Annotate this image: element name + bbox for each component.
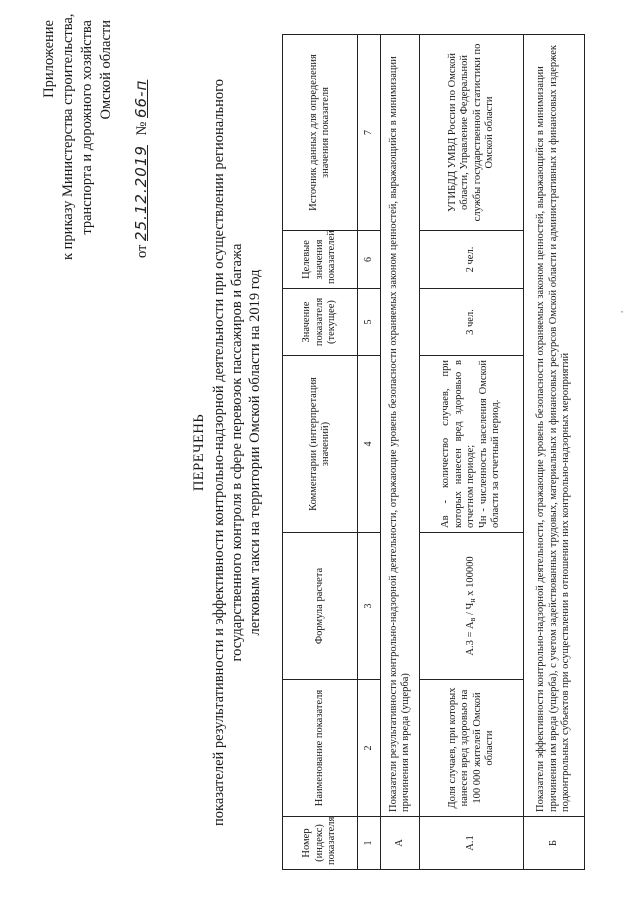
header-cell: Источник данных для определения значения показателя: [283, 35, 358, 231]
title-line-2: государственного контроля в сфере перевозок пассажиров и багажа: [229, 243, 245, 662]
formula-subscript: н: [468, 598, 478, 603]
section-b-text: Показатели эффективности контрольно-надзорной деятельности, отражающие уровень безопасности охраняемых законом ценностей, выражающийся в минимизации причинения им вреда (ущерба), с учетом задействованных трудовых, материальных и финансовых ресурсов Омской области и административных и финансовых издержек подконтрольных субъектов при осуществлении в отношении них контрольно-надзорных мероприятий: [524, 35, 585, 817]
title-heading: ПЕРЕЧЕНЬ: [191, 413, 207, 492]
section-b-row: [524, 35, 585, 870]
appendix-region: Омской области: [98, 20, 114, 120]
column-number: 5: [358, 289, 381, 356]
number-label: №: [134, 121, 150, 136]
column-number: 6: [358, 231, 381, 289]
column-number: 4: [358, 356, 381, 533]
target-value: 2 чел.: [420, 231, 524, 289]
column-number: 1: [358, 817, 381, 870]
section-b-index: Б: [524, 817, 585, 870]
header-cell: Номер (индекс) показателя: [283, 817, 358, 870]
title-line-3: легковым такси на территории Омской области на 2019 год: [247, 269, 263, 636]
scan-speck: ': [620, 310, 629, 313]
formula-prefix: А.3 = А: [465, 621, 477, 656]
header-cell: Комментарии (интерпретация значений): [283, 356, 358, 533]
indicator-comment: [420, 356, 524, 533]
table-header-row: [283, 35, 358, 870]
appendix-block: [40, 13, 152, 260]
indicator-formula: [420, 533, 524, 680]
date-prefix: от: [134, 244, 150, 258]
table-row: [420, 35, 524, 870]
section-a-row: [381, 35, 420, 870]
formula-suffix: х 100000: [465, 556, 477, 599]
column-number: 2: [358, 680, 381, 817]
column-number-row: [358, 35, 381, 870]
header-cell: Наименование показателя: [283, 680, 358, 817]
handwritten-number: 66-п: [132, 79, 150, 118]
handwritten-date: 25.12.2019: [132, 145, 150, 241]
document-title: [190, 0, 264, 905]
formula-subscript: в: [468, 617, 478, 622]
indicators-table: [282, 34, 585, 870]
current-value: 3 чел.: [420, 289, 524, 356]
formula-mid: / Ч: [465, 602, 477, 618]
header-cell: Целевые значения показателей: [283, 231, 358, 289]
column-number: 3: [358, 533, 381, 680]
data-source: УГИБДД УМВД России по Омской области, Управление Федеральной службы государственной статистики по Омской области: [420, 35, 524, 231]
section-a-text: Показатели результативности контрольно-надзорной деятельности, отражающие уровень безопасности охраняемых законом ценностей, выражающийся в минимизации причинения им вреда (ущерба): [381, 35, 420, 817]
column-number: 7: [358, 35, 381, 231]
appendix-ministry: транспорта и дорожного хозяйства: [79, 20, 95, 235]
comment-line: Чн - численность населения Омской области за отчетный период.: [477, 360, 502, 528]
order-date-line: [132, 20, 152, 260]
header-cell: Формула расчета: [283, 533, 358, 680]
indicator-name: Доля случаев, при которых нанесен вред здоровью на 100 000 жителей Омской области: [420, 680, 524, 817]
header-cell: Значение показателя (текущее): [283, 289, 358, 356]
comment-line: Ав - количество случаев, при которых нанесен вред здоровью в отчетном периоде;: [440, 360, 477, 528]
appendix-order-ref: к приказу Министерства строительства,: [60, 13, 76, 260]
section-a-index: А: [381, 817, 420, 870]
indicator-index: А.1: [420, 817, 524, 870]
appendix-title: Приложение: [41, 20, 57, 98]
title-line-1: показателей результативности и эффективности контрольно-надзорной деятельности при осуществлении регионального: [211, 79, 227, 826]
